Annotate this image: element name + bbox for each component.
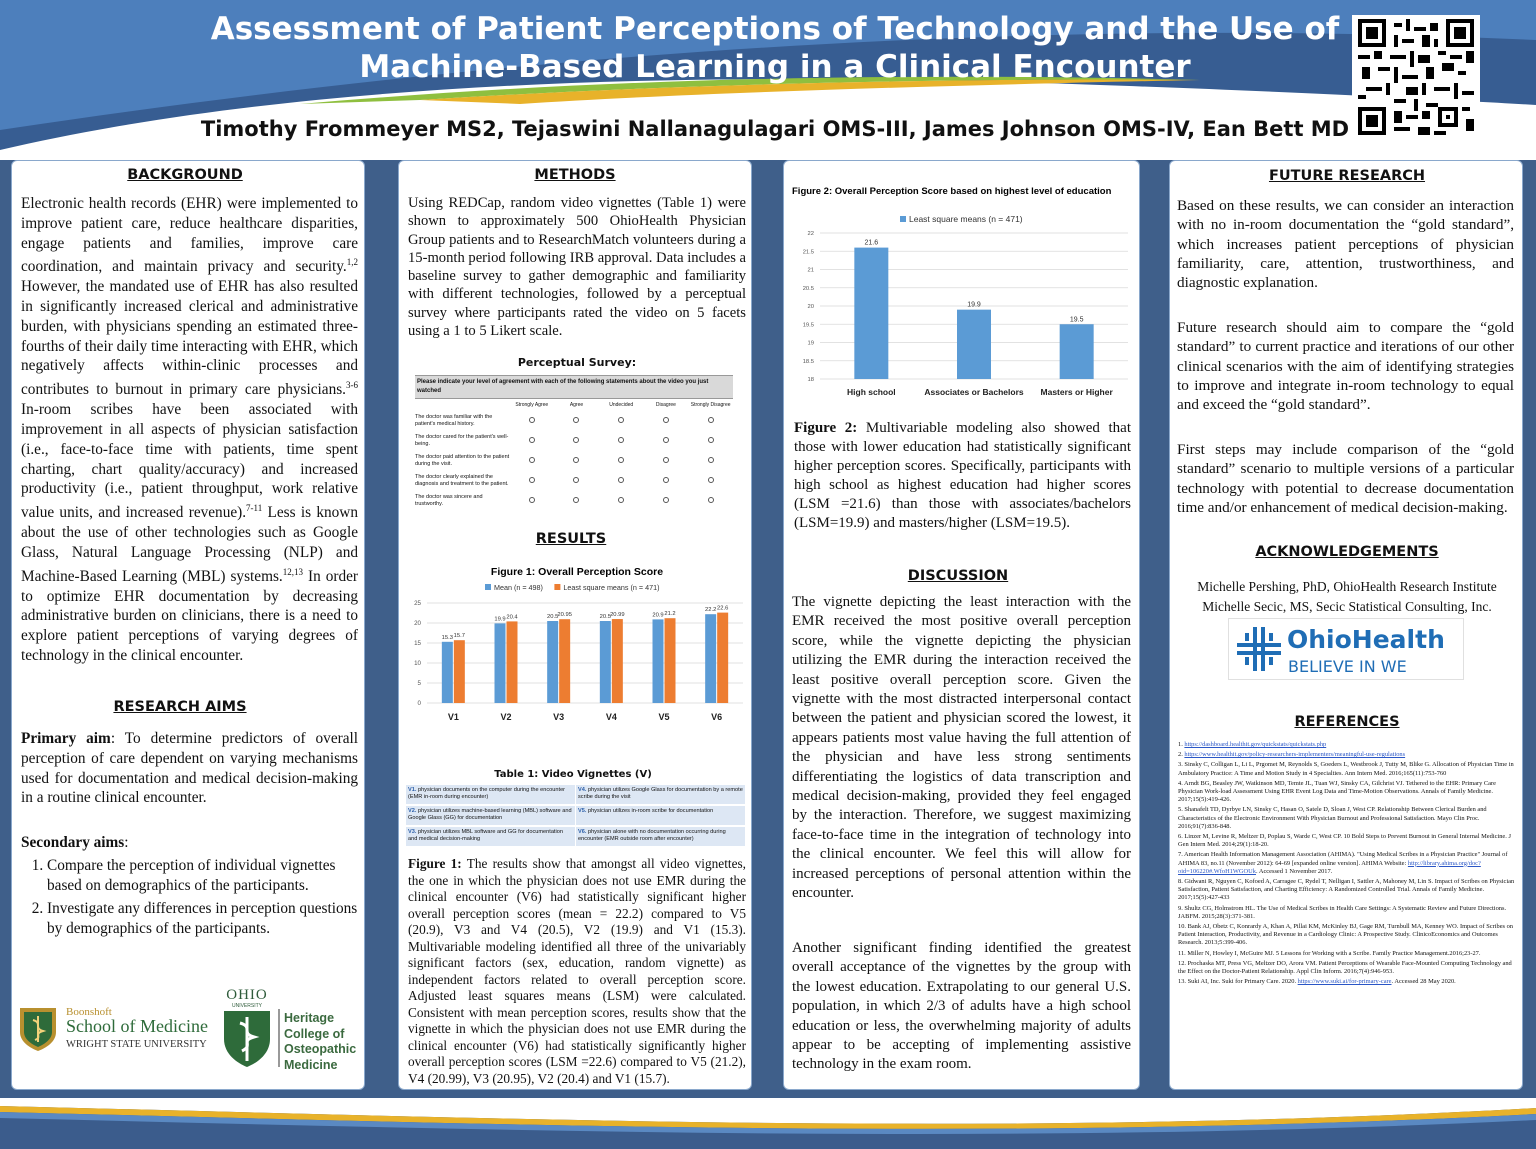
bar xyxy=(600,621,611,703)
background-p5: In order to optimize EHR documentation by decreasing administrative burden on clinicians, there is a need to explore patient perceptions of varying degrees of technology in the clinical encounter. xyxy=(21,567,358,664)
x-tick-label: Masters or Higher xyxy=(1040,387,1113,397)
chart-title: Figure 1: Overall Perception Score xyxy=(490,566,664,578)
citation-7-11: 7-11 xyxy=(246,503,263,514)
vignette-text: physician utilizes in-room scribe for documentation xyxy=(586,808,714,814)
background-p4: Less is known about the use of other technologies such as Google Glass, Natural Language Processing (NLP) and Machine-Based Learning (MBL) systems. xyxy=(21,504,358,585)
bar xyxy=(957,310,991,379)
radio-option[interactable] xyxy=(573,457,579,463)
heritage-line: Medicine xyxy=(284,1057,338,1072)
vignette-id: V1. xyxy=(408,787,417,793)
title-line-1: Assessment of Patient Perceptions of Technology and the Use of xyxy=(210,11,1340,47)
radio-option[interactable] xyxy=(573,477,579,483)
background-text xyxy=(21,194,358,666)
vignette-id: V6. xyxy=(578,829,587,835)
methods-heading: METHODS xyxy=(534,167,616,183)
reference-text: 12. Prochaska MT, Press VG, Meltzer DO, Arora VM. Patient Perceptions of Wearable Face-Mounted Computing Technology and the Effect on the Doctor-Patient Relationship. Appl Clin Inform. 2016;7(4):946-953. xyxy=(1178,959,1512,976)
scale-label: Undecided xyxy=(609,402,634,408)
future-p1: Based on these results, we can consider an interaction with no in-room documentation the “gold standard”, which increases patient perceptions of physician familiarity, care, attention, trustworthiness, and diagnostic explanation. xyxy=(1177,197,1514,292)
video-vignettes-table xyxy=(406,785,746,848)
y-tick-label: 25 xyxy=(414,600,421,607)
survey-question: The doctor clearly explained the diagnosis and treatment to the patient. xyxy=(415,474,509,487)
radio-option[interactable] xyxy=(529,477,535,483)
ohio-heritage-logo xyxy=(222,987,362,1072)
chart-title: Figure 2: Overall Perception Score based on highest level of education xyxy=(792,186,1112,197)
x-tick-label: V3 xyxy=(553,712,565,722)
bar xyxy=(495,623,506,703)
scale-label: Agree xyxy=(569,402,584,408)
legend-swatch xyxy=(900,216,906,222)
discussion-heading: DISCUSSION xyxy=(907,568,1009,584)
y-tick-label: 19.5 xyxy=(802,322,814,329)
radio-option[interactable] xyxy=(663,457,669,463)
radio-option[interactable] xyxy=(573,417,579,423)
qr-code[interactable] xyxy=(1352,15,1480,139)
radio-option[interactable] xyxy=(529,417,535,423)
data-label: 19.9 xyxy=(967,301,981,309)
future-p3: First steps may include comparison of the “gold standard” scenario to multiple versions of a particular technology with potential to decrease documentation time and/or enhancement of medical decision-making. xyxy=(1177,441,1514,516)
vignette-text: physician documents on the computer during the encounter (EMR in-room during encounter) xyxy=(408,787,566,800)
x-tick-label: Associates or Bachelors xyxy=(924,387,1024,397)
reference-item xyxy=(1178,960,1516,976)
figure-1-caption-label: Figure 1: xyxy=(408,856,462,871)
discussion-p2: Another significant finding identified the greatest overall acceptance of the vignettes by the group with the lowest education. Extrapolating to our general U.S. population, in which 2/3 of adults have a high school education or less, the overwhelming majority of adults appear to be accepting of implementing assistive technology in the exam room. xyxy=(792,940,1131,1073)
vignette-text: physician utilizes MBL software and GG for documentation and medical decision-making xyxy=(408,829,563,842)
data-label: 20.9 xyxy=(652,612,664,619)
future-p2: Future research should aim to compare the “gold standard” to current practice and iterations of our other clinical scenarios with the aim of identifying strategies to improve and integrate in-room technology to equal and exceed the “gold standard”. xyxy=(1177,319,1514,414)
heritage-line: Osteopathic xyxy=(284,1042,357,1056)
bar xyxy=(547,621,558,703)
radio-option[interactable] xyxy=(573,497,579,503)
ohio-wordmark: OHIO xyxy=(226,987,268,1003)
vignette-id: V4. xyxy=(578,787,587,793)
radio-option[interactable] xyxy=(708,417,714,423)
survey-question-row xyxy=(415,494,733,508)
bar xyxy=(653,619,664,703)
reference-text: 7. American Health Information Management Association (AHIMA). "Using Medical Scribes in a Physician Practice" Journal of AHIMA 83, no.11 (November 2012): 64-69 [expanded online version]. AHIMA Website: xyxy=(1178,851,1508,867)
y-tick-label: 20 xyxy=(414,620,421,627)
x-tick-label: V5 xyxy=(658,712,670,722)
x-tick-label: V2 xyxy=(500,712,512,722)
ohio-university-label: UNIVERSITY xyxy=(231,1003,262,1009)
reference-item xyxy=(1178,761,1516,777)
x-tick-label: High school xyxy=(847,387,896,397)
data-label: 20.5 xyxy=(547,614,559,620)
vignette-cell xyxy=(576,785,745,804)
survey-question: The doctor cared for the patient's well-being. xyxy=(415,434,509,447)
legend-swatch xyxy=(554,584,560,590)
survey-question-row xyxy=(415,434,733,448)
discussion-p1: The vignette depicting the least interaction with the EMR received the most positive overall perception score, while the vignette depicting the physician utilizing the EMR during the interaction received the least positive overall perception score. Given the vignette with the most distracted interpersonal contact between the patient and physician scored the lowest, it appears patients most value having the full attention of the physician and have less strong sentiments differentiating the logistics of data transcription and medical decision-making, provided they feel engaged by the interaction. Therefore, we suggest maximizing face-to-face time in the integration of technology into the clinical encounter. We feel this will allow for increased perceptions of personal attention within the encounter. xyxy=(792,594,1131,902)
column-background xyxy=(11,160,365,1090)
background-p2: However, the mandated use of EHR has also resulted in significantly increased clerical and administrative burden, with physicians spending an estimated three-fourths of their daily time interacting with EHR, which negatively affects within-clinic processes and contributes to burnout in primary care physicians. xyxy=(21,278,358,399)
legend-swatch xyxy=(485,584,491,590)
bar xyxy=(717,613,728,703)
logo-divider xyxy=(278,1009,280,1067)
ohiohealth-cross-icon xyxy=(1235,625,1283,673)
poster-title xyxy=(160,10,1390,86)
background-p3: In-room scribes have been associated with improvement in all aspects of physician satisfaction (i.e., face-to-face time with patients, time spent charting, chart quality/accuracy) and increased productivity (i.e., patient throughput, work relative value units, and increased revenue). xyxy=(21,401,358,522)
bar xyxy=(1060,324,1094,379)
figure-2-caption-text: Multivariable modeling also showed that those with lower education had statistically significant higher perception scores. Specifically, participants with high school as highest education had higher scores (LSM =21.6) than those with associates/bachelors (LSM=19.9) and masters/higher (LSM=19.5). xyxy=(794,420,1131,531)
y-tick-label: 21.5 xyxy=(802,249,814,256)
reference-link[interactable]: http://library.ahima.org/doc?oid=106220#.WfoH1WGOUk xyxy=(1178,859,1481,875)
figure-1-chart xyxy=(405,559,745,729)
boonshoft-university: WRIGHT STATE UNIVERSITY xyxy=(66,1039,207,1050)
methods-text: Using REDCap, random video vignettes (Table 1) were shown to approximately 500 OhioHealth Physician Group patients and to ResearchMatch volunteers during a 15-month period following IRB approval. Data includes a baseline survey to gather demographic and familiarity with different technologies, followed by a perceptual survey where participants rated the video on 5 facets using a 1 to 5 Likert scale. xyxy=(408,195,747,340)
reference-item xyxy=(1178,878,1516,903)
reference-text: 4. Arndt BG, Beasley JW, Watkinson MD, Temte JL, Tuan WJ, Sinsky CA, Gilchrist VJ. Tethered to the EHR: Primary Care Physician Work-load Assessment Using EHR Event Log Data and Time-Motion Observations. Annals of Family Medicine. 2017;15(5):419-426. xyxy=(1178,779,1496,804)
authors: Timothy Frommeyer MS2, Tejaswini Nallanagulagari OMS-III, James Johnson OMS-IV, Ean Bett MD xyxy=(200,117,1350,141)
data-label: 21.6 xyxy=(864,239,879,247)
reference-item xyxy=(1178,751,1516,759)
reference-item xyxy=(1178,833,1516,849)
survey-instruction: Please indicate your level of agreement with each of the following statements about the video you just watched xyxy=(415,375,733,399)
scale-label: Disagree xyxy=(655,402,676,408)
heritage-shield-icon xyxy=(222,1009,272,1069)
reference-text: 8. Gidwani R, Nguyen C, Kofoed A, Carragee C, Rydel T, Nelligan I, Sattler A, Mahoney M, Lin S. Impact of Scribes on Physician Satisfaction, Patient Satisfaction, and Charting Efficiency: A Randomized Controlled Trial. Annals of Family Medicine. 2017;15(5):427-433 xyxy=(1178,878,1515,902)
radio-option[interactable] xyxy=(618,457,624,463)
reference-item xyxy=(1178,741,1516,749)
radio-option[interactable] xyxy=(663,477,669,483)
background-heading: BACKGROUND xyxy=(127,167,243,183)
survey-question-row xyxy=(415,454,733,468)
survey-scale xyxy=(415,402,733,408)
legend-entry: Mean (n = 498) xyxy=(494,583,543,592)
secondary-aims xyxy=(21,833,358,943)
boonshoft-logo xyxy=(18,1006,218,1056)
background-p1: Electronic health records (EHR) were implemented to improve patient care, reduce healthcare disparities, engage patients and families, improve care coordination, and maintain privacy and security. xyxy=(21,195,358,276)
y-tick-label: 21 xyxy=(807,267,814,274)
reference-item xyxy=(1178,905,1516,921)
data-label: 20.95 xyxy=(557,612,572,619)
survey-question-row xyxy=(415,414,733,428)
boonshoft-shield-icon xyxy=(18,1006,58,1052)
radio-option[interactable] xyxy=(529,497,535,503)
column-methods-results xyxy=(398,160,752,1090)
ohiohealth-tagline: BELIEVE IN WE xyxy=(1288,657,1407,676)
heritage-college-name xyxy=(284,1011,356,1073)
bar xyxy=(612,619,623,703)
data-label: 22.6 xyxy=(717,605,729,612)
radio-option[interactable] xyxy=(663,497,669,503)
y-tick-label: 5 xyxy=(417,680,421,687)
data-label: 20.4 xyxy=(506,614,518,621)
vignette-cell xyxy=(406,785,575,804)
research-aims-heading: RESEARCH AIMS xyxy=(113,699,247,715)
reference-text: 5. Shanafelt TD, Dyrbye LN, Sinsky C, Hasan O, Satele D, Sloan J, West CP. Relationship Between Clerical Burden and Characteristics of the Electronic Environment With Physician Burnout and Professional Satisfaction. Mayo Clin Proc. 2016;91(7):836-848. xyxy=(1178,806,1487,830)
reference-text: 2. xyxy=(1178,751,1185,759)
reference-item xyxy=(1178,978,1516,986)
y-tick-label: 10 xyxy=(414,660,421,667)
bar xyxy=(705,614,716,703)
survey-question: The doctor was sincere and trustworthy. xyxy=(415,494,483,507)
y-tick-label: 18.5 xyxy=(802,358,814,365)
reference-text: 6. Linzer M, Levine R, Meltzer D, Poplau S, Warde C, West CP. 10 Bold Steps to Prevent Burnout in General Internal Medicine. J Gen Intern Med. 2014;29(1):18-20. xyxy=(1178,833,1511,849)
radio-option[interactable] xyxy=(708,457,714,463)
reference-link[interactable]: https://dashboard.healthit.gov/quickstats/quickstats.php xyxy=(1184,741,1327,748)
acknowledgement-line: Michelle Pershing, PhD, OhioHealth Research Institute xyxy=(1197,579,1497,594)
future-research-heading: FUTURE RESEARCH xyxy=(1268,168,1426,184)
radio-option[interactable] xyxy=(708,497,714,503)
citation-1-2: 1,2 xyxy=(346,257,358,268)
figure-2-caption xyxy=(794,419,1131,533)
radio-option[interactable] xyxy=(618,477,624,483)
poster-footer xyxy=(0,1098,1536,1149)
reference-link[interactable]: https://www.healthit.gov/policy-researchers-implementers/meaningful-use-regulations xyxy=(1184,751,1406,759)
acknowledgements-heading: ACKNOWLEDGEMENTS xyxy=(1255,544,1439,560)
footer-wave-graphic xyxy=(0,1098,1536,1149)
y-tick-label: 19 xyxy=(807,340,814,347)
references-heading: REFERENCES xyxy=(1294,714,1400,730)
figure-1-caption xyxy=(408,856,746,1087)
reference-text: 11. Miller N, Howley I, McGuire MJ. 5 Lessons for Working with a Scribe. Family Practice Management.2016;23-27. xyxy=(1178,949,1481,957)
reference-text: 9. Shultz CG, Holmstrom HL. The Use of Medical Scribes in Health Care Settings: A Systematic Review and Future Directions. JABFM. 2015;28(3):371-381. xyxy=(1178,904,1507,920)
bar xyxy=(507,621,518,703)
survey-question: The doctor paid attention to the patient during the visit. xyxy=(415,454,510,467)
reference-item xyxy=(1178,806,1516,831)
ohiohealth-name: OhioHealth xyxy=(1287,625,1445,654)
acknowledgement-line: Michelle Secic, MS, Secic Statistical Consulting, Inc. xyxy=(1202,599,1492,614)
survey-question-row xyxy=(415,474,733,488)
primary-aim-text: : To determine predictors of overall perception of care dependent on varying mechanisms used for documentation and medical decision-making in a routine clinical encounter. xyxy=(21,730,358,807)
boonshoft-school: School of Medicine xyxy=(66,1016,208,1036)
primary-aim-label: Primary aim xyxy=(21,730,111,747)
survey-title: Perceptual Survey: xyxy=(517,356,637,369)
y-tick-label: 0 xyxy=(417,700,421,707)
vignette-cell xyxy=(406,827,575,846)
vignette-id: V5. xyxy=(578,808,587,814)
y-tick-label: 20.5 xyxy=(802,285,814,292)
radio-option[interactable] xyxy=(529,437,535,443)
reference-item xyxy=(1178,950,1516,958)
vignette-text: physician utilizes Google Glass for documentation by a remote scribe during the visit xyxy=(578,787,743,800)
radio-option[interactable] xyxy=(573,437,579,443)
x-tick-label: V6 xyxy=(711,712,723,722)
title-line-2: Machine-Based Learning in a Clinical Encounter xyxy=(359,49,1191,85)
data-label: 21.2 xyxy=(664,611,676,618)
secondary-aim-item: 1. Compare the perception of individual vignettes based on demographics of the participants. xyxy=(47,856,358,896)
ohiohealth-logo xyxy=(1228,618,1464,680)
reference-item xyxy=(1178,780,1516,805)
secondary-aim-item: 2. Investigate any differences in perception questions by demographics of the participants. xyxy=(47,899,358,939)
survey-question: The doctor was familiar with the patient's medical history. xyxy=(415,414,493,427)
bar xyxy=(442,642,453,703)
column-future-refs xyxy=(1169,160,1523,1090)
data-label: 19.5 xyxy=(1069,316,1084,324)
table-1-title: Table 1: Video Vignettes (V) xyxy=(494,769,652,780)
radio-option[interactable] xyxy=(618,497,624,503)
reference-text: 1. xyxy=(1178,741,1185,748)
citation-3-6: 3-6 xyxy=(346,380,358,391)
data-label: 15.7 xyxy=(453,633,465,640)
data-label: 15.3 xyxy=(441,634,453,641)
radio-option[interactable] xyxy=(663,437,669,443)
heritage-line: Heritage xyxy=(284,1011,335,1025)
reference-item xyxy=(1178,923,1516,948)
scale-label: Strongly Agree xyxy=(515,402,549,408)
data-label: 22.2 xyxy=(705,607,717,614)
reference-item xyxy=(1178,851,1516,876)
y-tick-label: 20 xyxy=(807,304,814,310)
figure-2-chart xyxy=(790,181,1135,403)
vignette-cell xyxy=(576,827,745,846)
legend-entry: Least square means (n = 471) xyxy=(909,214,1023,224)
radio-option[interactable] xyxy=(708,437,714,443)
vignette-text: physician alone with no documentation occurring during encounter (EMR outside room after encounter) xyxy=(578,829,726,842)
primary-aim xyxy=(21,729,358,808)
qr-code-graphic xyxy=(1356,19,1476,135)
results-heading: RESULTS xyxy=(535,531,607,547)
vignette-cell xyxy=(406,806,575,825)
scale-label: Strongly Disagree xyxy=(690,402,731,408)
reference-text: 3. Sinsky C, Colligan L, Li L, Prgomet M, Reynolds S, Goeders L, Westbrook J, Tutty M, Blike G. Allocation of Physician Time in Ambulatory Practice: A Time and Motion Study in 4 Specialties. Ann Intern Med. 2016;165(11):753-760 xyxy=(1178,761,1514,777)
vignette-cell xyxy=(576,806,745,825)
perceptual-survey xyxy=(415,375,733,508)
legend-entry: Least square means (n = 471) xyxy=(563,583,660,592)
bar xyxy=(454,640,465,703)
radio-option[interactable] xyxy=(663,417,669,423)
column-figure2-discussion xyxy=(783,160,1140,1090)
y-tick-label: 18 xyxy=(807,377,814,383)
x-tick-label: V1 xyxy=(447,712,459,722)
secondary-aims-colon: : xyxy=(124,834,129,851)
references-list xyxy=(1178,741,1516,988)
data-label: 20.5 xyxy=(599,614,611,620)
poster-header xyxy=(0,0,1536,160)
radio-option[interactable] xyxy=(618,437,624,443)
figure-2-caption-label: Figure 2: xyxy=(794,420,858,436)
bar xyxy=(559,619,570,703)
acknowledgements-text xyxy=(1170,577,1524,617)
radio-option[interactable] xyxy=(529,457,535,463)
data-label: 19.9 xyxy=(494,616,506,623)
bar xyxy=(854,248,888,379)
reference-text: . Accessed 1 November 2017. xyxy=(1255,867,1333,875)
secondary-aims-label: Secondary aims xyxy=(21,834,125,851)
vignette-id: V3. xyxy=(408,829,417,835)
reference-text: . Accessed 28 May 2020. xyxy=(1391,978,1456,986)
radio-option[interactable] xyxy=(708,477,714,483)
radio-option[interactable] xyxy=(618,417,624,423)
citation-12-13: 12,13 xyxy=(282,566,304,577)
reference-text: 13. Suki AI, Inc. Suki for Primary Care. 2020. xyxy=(1178,978,1298,986)
figure-1-caption-text: The results show that amongst all video vignettes, the one in which the physician does not use EMR during the clinical encounter (V6) had statistically significant higher overall perception scores (mean = 22.2) compared to V5 (20.9), V3 and V4 (20.5), V2 (19.9) and V1 (15.3). Multivariable modeling identified all three of the univariably significant factors (sex, education, random vignette) as independent factors related to overall perception score. Adjusted least squares means (LSM) were calculated. Consistent with mean perception scores, results show that the vignette in which the physician does not use EMR during the clinical encounter (V6) had statistically significantly higher overall perception scores (LSM =22.6) compared to V5 (21.2), V4 (20.99), V3 (20.95), V2 (20.4) and V1 (15.7). xyxy=(408,856,746,1086)
heritage-line: College of xyxy=(284,1026,345,1041)
boonshoft-name: Boonshoft xyxy=(66,1006,112,1018)
reference-text: 10. Bank AJ, Obetz C, Konrardy A, Khan A, Pillai KM, McKinley BJ, Gage RM, Turnbull MA, Kenney WO. Impact of Scribes on Patient Interaction, Productivity, and Revenue in a Cardiology Clinic: A Prospective Study. ClinicoEconomics and Outcomes Research. 2013;5:399-406. xyxy=(1178,923,1514,947)
reference-link[interactable]: https://www.suki.ai/for-primary-care xyxy=(1297,978,1392,986)
x-tick-label: V4 xyxy=(605,712,617,722)
y-tick-label: 15 xyxy=(414,640,421,647)
vignette-text: physician utilizes machine-based learning (MBL) software and Google Glass (GG) for documentation xyxy=(408,808,572,821)
bar xyxy=(665,618,676,703)
vignette-id: V2. xyxy=(408,808,417,814)
data-label: 20.99 xyxy=(610,612,625,619)
y-tick-label: 22 xyxy=(807,231,814,237)
